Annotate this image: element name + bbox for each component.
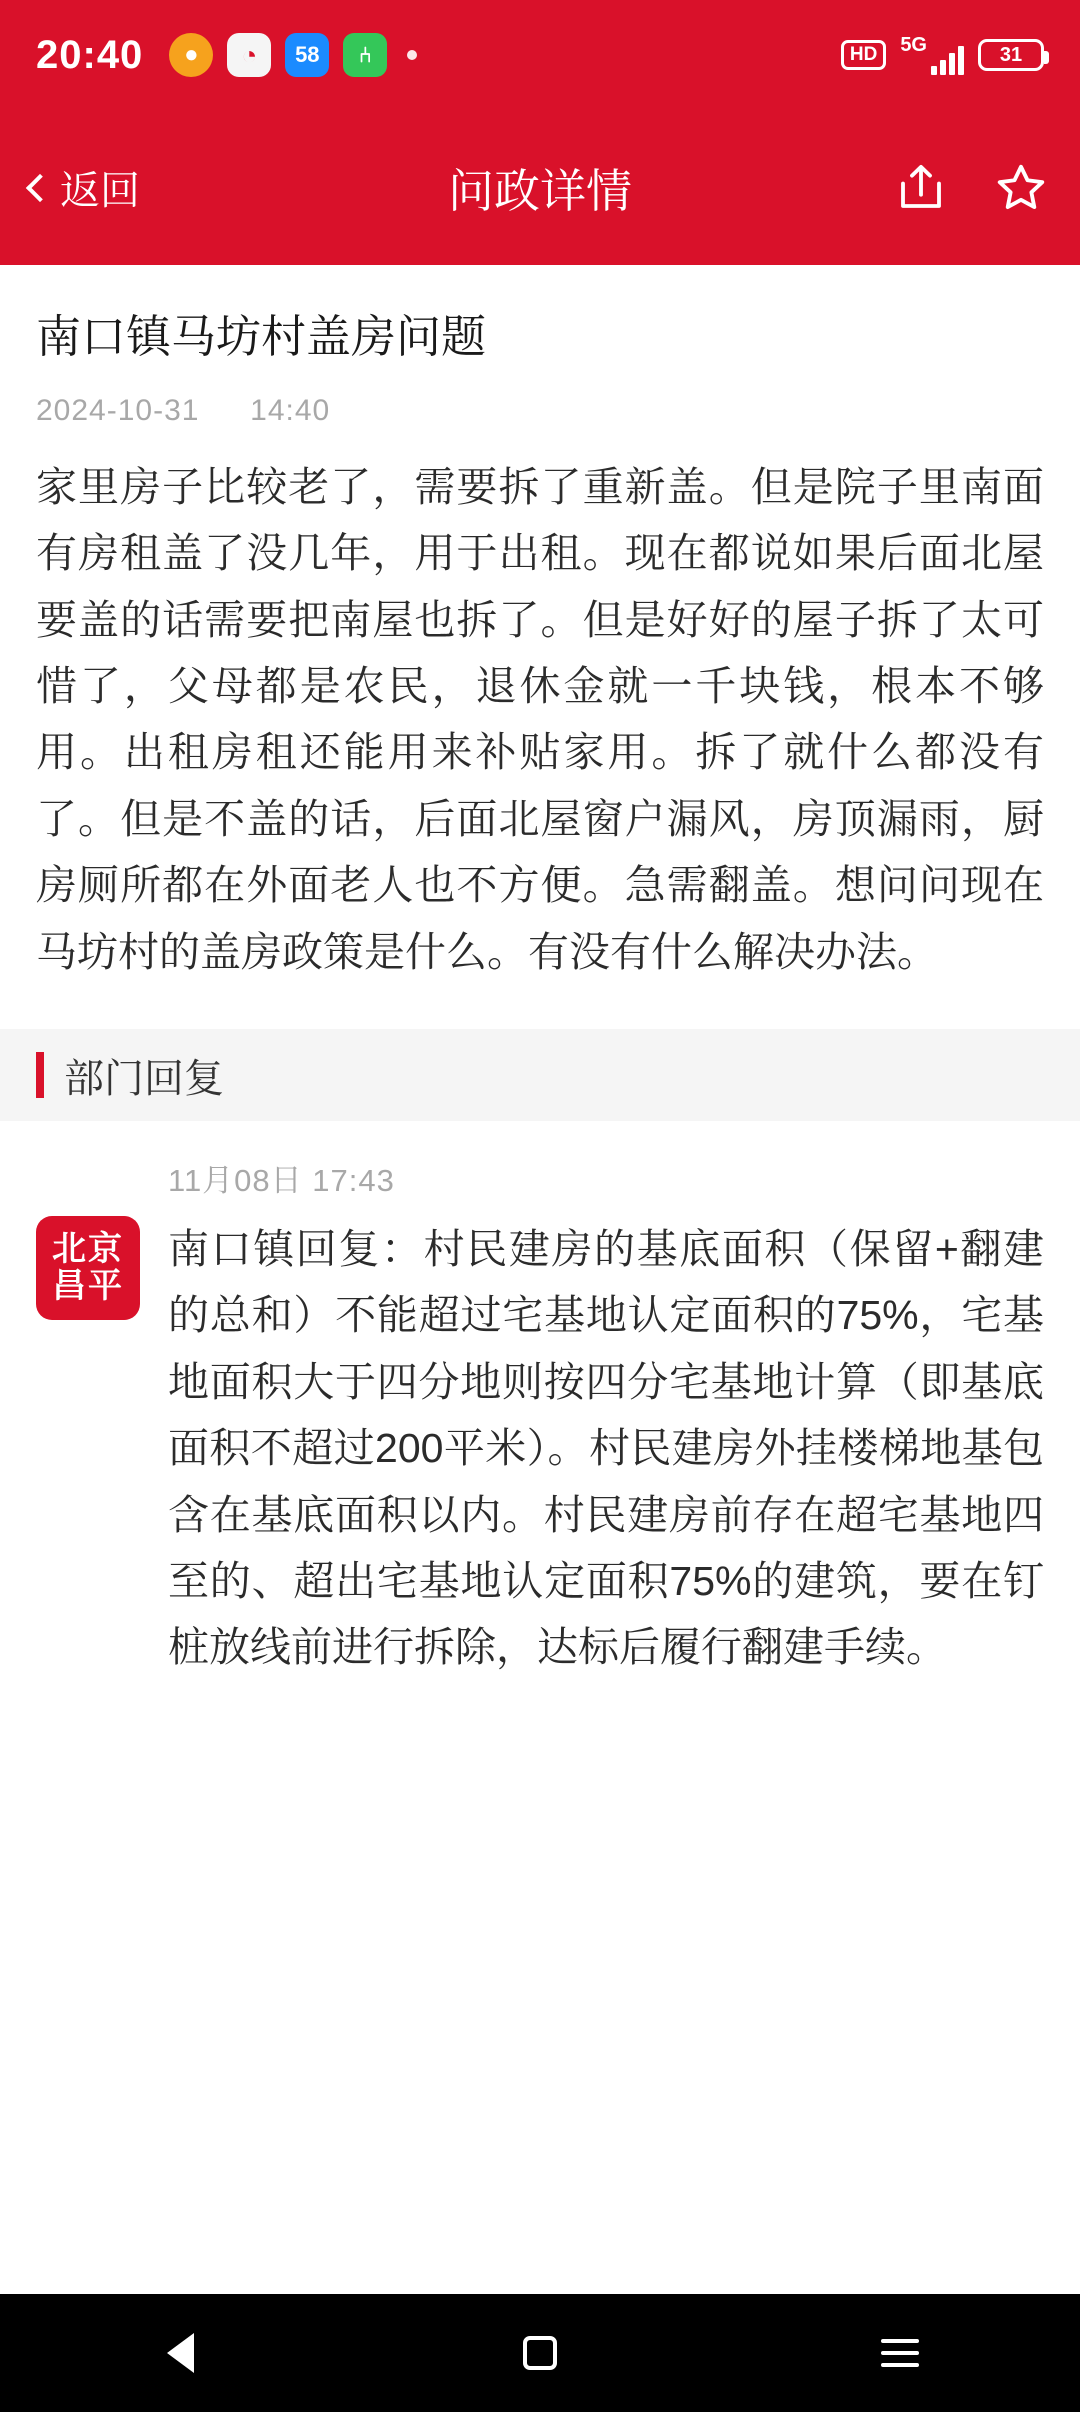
battery-icon xyxy=(978,39,1044,71)
panda-app-icon: ● xyxy=(169,33,213,77)
section-accent-bar xyxy=(36,1052,44,1098)
battery-level-label: 31 xyxy=(999,43,1023,66)
status-app-icons xyxy=(169,33,417,77)
home-square-icon xyxy=(523,2336,557,2370)
nav-back-button[interactable] xyxy=(110,2294,250,2412)
signal-bars-icon xyxy=(931,45,964,75)
question-block xyxy=(0,265,1080,995)
avatar-line-1: 北京 xyxy=(52,1229,124,1268)
signal-icon xyxy=(900,35,964,75)
avatar xyxy=(36,1216,140,1320)
avatar-line-2: 昌平 xyxy=(52,1267,124,1305)
question-meta xyxy=(36,394,1044,428)
network-type-label: 5G xyxy=(900,34,927,56)
green-app-icon: ⑃ xyxy=(343,33,387,77)
title-bar-actions xyxy=(894,159,1050,217)
reply-row xyxy=(36,1216,1044,1681)
back-button[interactable] xyxy=(30,159,140,216)
question-title: 南口镇马坊村盖房问题 xyxy=(36,311,487,362)
menu-lines-icon xyxy=(881,2339,919,2367)
detail-content xyxy=(0,265,1080,2294)
reply-section-header xyxy=(0,1029,1080,1121)
title-bar xyxy=(0,110,1080,265)
nav-home-button[interactable] xyxy=(470,2294,610,2412)
question-time: 14:40 xyxy=(250,393,331,427)
back-label: 返回 xyxy=(60,169,140,213)
page-title: 问政详情 xyxy=(448,164,632,217)
status-bar xyxy=(0,0,1080,110)
content-spacer xyxy=(0,1681,1080,2294)
hd-icon: HD xyxy=(841,40,886,70)
status-time: 20:40 xyxy=(36,32,144,77)
reply-section-title: 部门回复 xyxy=(64,1056,224,1101)
question-body: 家里房子比较老了，需要拆了重新盖。但是院子里南面有房租盖了没几年，用于出租。现在都说如果后面北屋要盖的话需要把南屋也拆了。但是好好的屋子拆了太可惜了，父母都是农民，退休金就一千块钱，根本不够用。出租房租还能用来补贴家用。拆了就什么都没有了。但是不盖的话，后面北屋窗户漏风，房顶漏雨，厨房厕所都在外面老人也不方便。急需翻盖。想问问现在马坊村的盖房政策是什么。有没有什么解决办法。 xyxy=(36,463,1044,975)
share-icon[interactable] xyxy=(894,161,948,215)
app-58-icon: 58 xyxy=(285,33,329,77)
status-system-icons xyxy=(841,35,1044,75)
triangle-back-icon xyxy=(167,2333,194,2373)
system-nav-bar xyxy=(0,2294,1080,2412)
more-notifications-dot xyxy=(407,50,417,60)
reply-time: 11月08日 17:43 xyxy=(168,1163,395,1198)
reply-body: 南口镇回复：村民建房的基底面积（保留+翻建的总和）不能超过宅基地认定面积的75%，宅基地面积大于四分地则按四分宅基地计算（即基底面积不超过200平米）。村民建房外挂楼梯地基包含在基底面积以内。村民建房前存在超宅基地四至的、超出宅基地认定面积75%的建筑，要在钉桩放线前进行拆除，达标后履行翻建手续。 xyxy=(168,1226,1044,1671)
nav-recents-button[interactable] xyxy=(830,2294,970,2412)
chevron-left-icon xyxy=(26,173,54,201)
star-icon[interactable] xyxy=(992,159,1050,217)
question-date: 2024-10-31 xyxy=(36,393,200,427)
chat-app-icon: ◔ xyxy=(227,33,271,77)
reply-block xyxy=(0,1121,1080,1681)
